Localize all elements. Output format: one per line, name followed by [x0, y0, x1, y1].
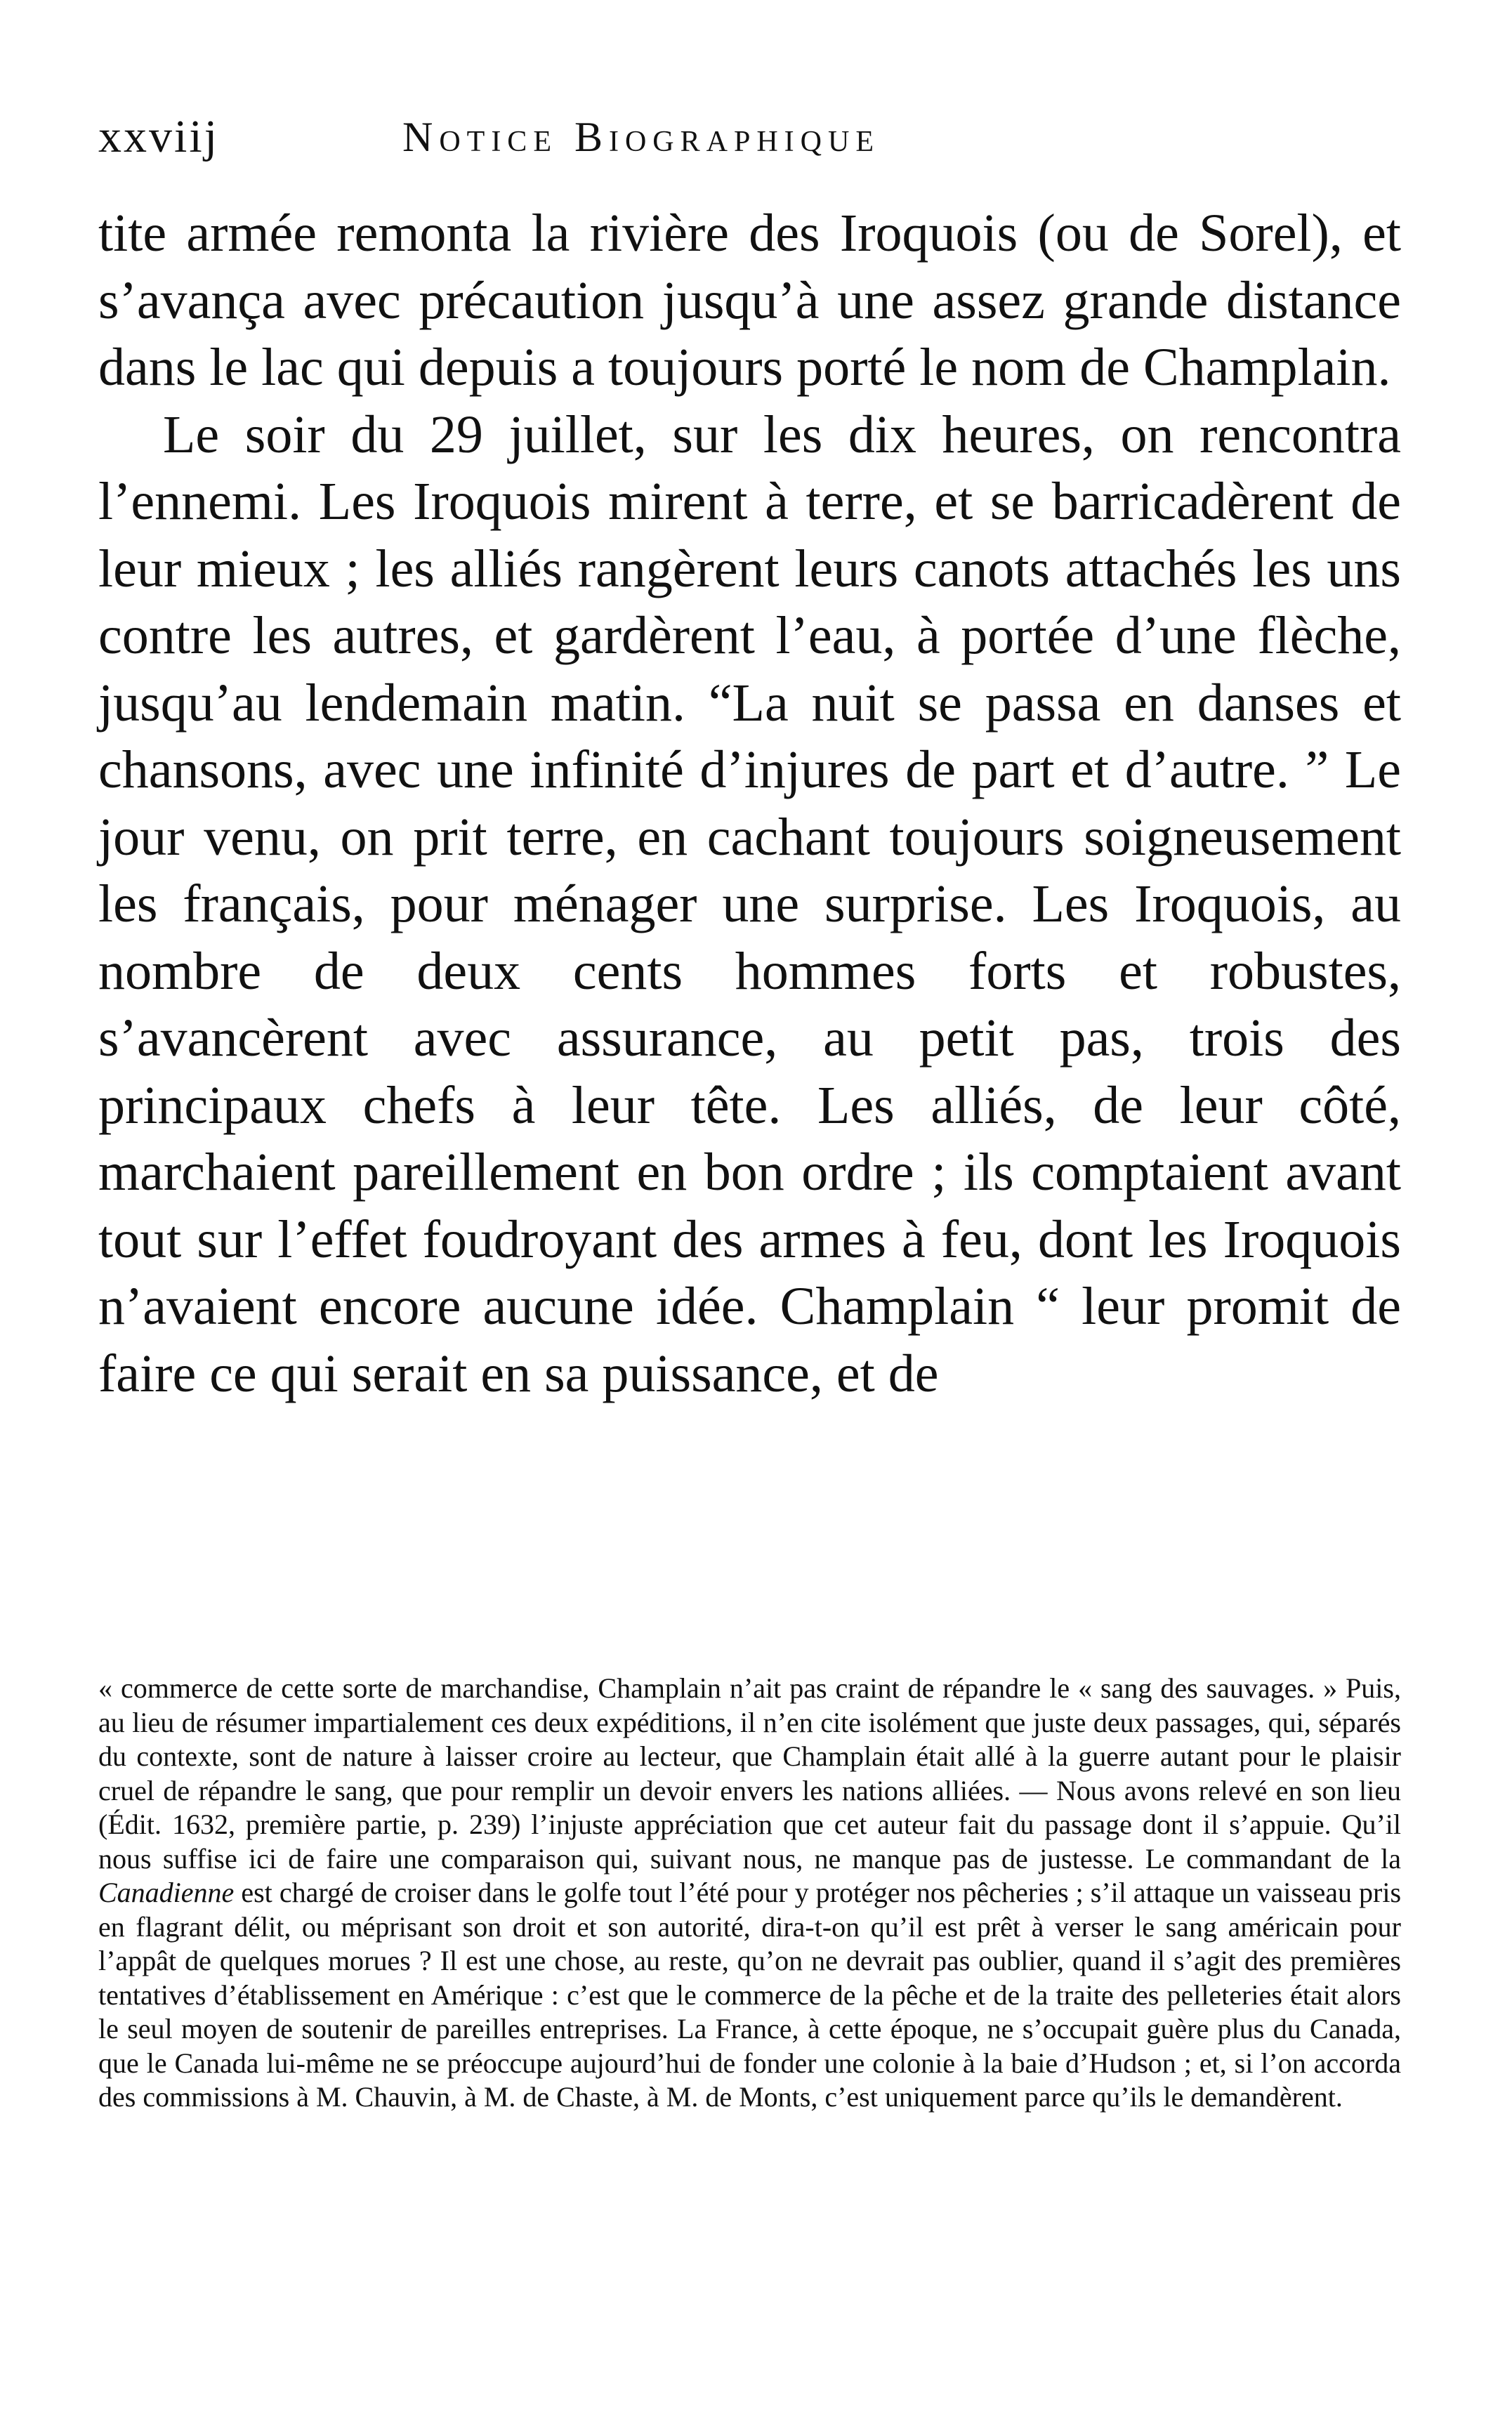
- footnote-text-after-ship: est chargé de croiser dans le golfe tout l’été pour y protéger nos pêcheries ; s’il attaque un vaisseau pris en flagrant délit, ou méprisant son droit et son autorité, dira-t-on qu’il est prêt à verser le sang américain pour l’appât de quelques morues ? Il est une chose, au reste, qu’on ne devrait pas oublier, quand il s’agit des premières tentatives d’établissement en Amérique : c’est que le commerce de la pêche et de la traite des pelleteries était alors le seul moyen de soutenir de pareilles entreprises. La France, à cette époque, ne s’occupait guère plus du Canada, que le Canada lui-même ne se préoccupe aujourd’hui de fonder une colonie à la baie d’Hudson ; et, si l’on accorda des commissions à M. Chauvin, à M. de Chaste, à M. de Monts, c’est uniquement parce qu’ils le demandèrent.: [98, 1877, 1402, 2113]
- main-text: [98, 200, 1401, 1407]
- page-number: xxviij: [98, 111, 220, 162]
- paragraph: tite armée remonta la rivière des Iroquois (ou de Sorel), et s’avança avec précaution jusqu’à une assez grande distance dans le lac qui depuis a toujours porté le nom de Champlain.: [98, 204, 1401, 397]
- footnote-paragraph: [98, 1672, 1401, 2115]
- footnote-text-before-ship: « commerce de cette sorte de marchandise, Champlain n’ait pas craint de répandre le « sang des sauvages. » Puis, au lieu de résumer impartialement ces deux expéditions, il n’en cite isolément que juste deux passages, qui, séparés du contexte, sont de nature à laisser croire au lecteur, que Champlain était allé à la guerre autant pour le plaisir cruel de répandre le sang, que pour remplir un devoir envers les nations alliées. — Nous avons relevé en son lieu (Édit. 1632, première partie, p. 239) l’injuste appréciation que cet auteur fait du passage dont il s’appuie. Qu’il nous suffise ici de faire une comparaison qui, suivant nous, ne manque pas de justesse. Le commandant de la: [98, 1672, 1401, 1875]
- page-header: [98, 105, 1419, 169]
- footnote: [98, 1672, 1401, 2115]
- ship-name: Canadienne: [98, 1877, 235, 1908]
- paragraph: Le soir du 29 juillet, sur les dix heures, on rencontra l’ennemi. Les Iroquois mirent à terre, et se barricadèrent de leur mieux ; les alliés rangèrent leurs canots attachés les uns contre les autres, et gardèrent l’eau, à portée d’une flèche, jusqu’au lendemain matin. “La nuit se passa en danses et chansons, avec une infinité d’injures de part et d’autre. ” Le jour venu, on prit terre, en cachant toujours soigneusement les français, pour ménager une surprise. Les Iroquois, au nombre de deux cents hommes forts et robustes, s’avancèrent avec assurance, au petit pas, trois des principaux chefs à leur tête. Les alliés, de leur côté, marchaient pareillement en bon ordre ; ils comptaient avant tout sur l’effet foudroyant des armes à feu, dont les Iroquois n’avaient encore aucune idée. Champlain “ leur promit de faire ce qui serait en sa puissance, et de: [98, 405, 1401, 1403]
- running-title: Notice Biographique: [402, 114, 880, 160]
